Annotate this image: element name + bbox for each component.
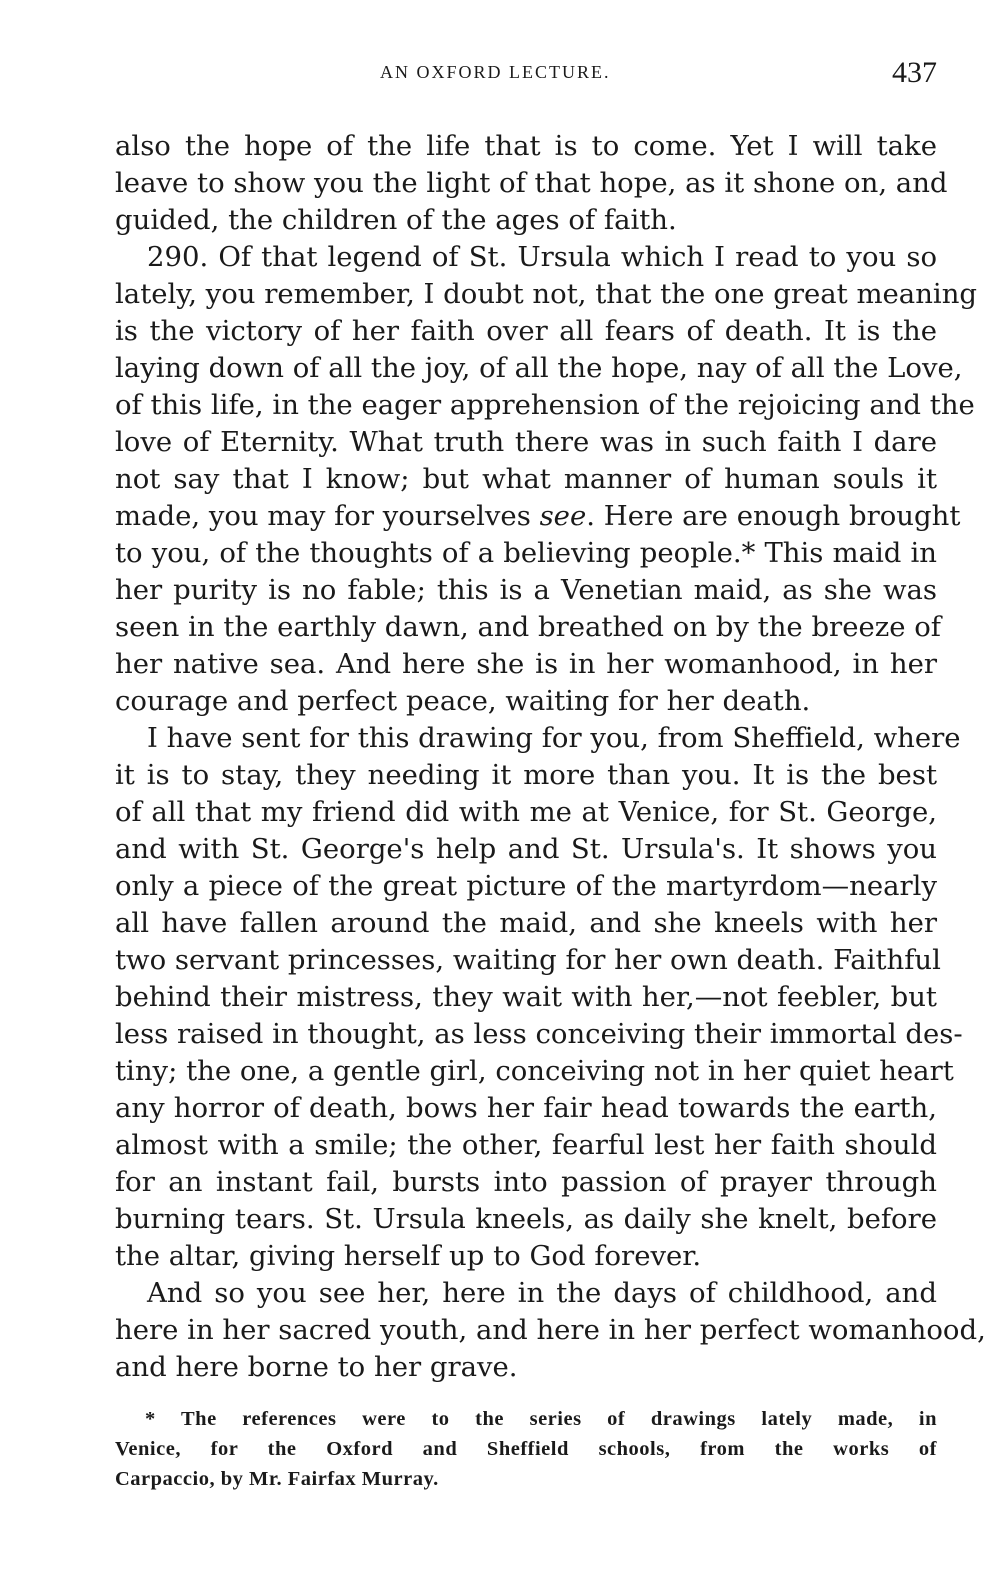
text-line: two servant princesses, waiting for her own death. Faithful [115, 944, 941, 976]
text-line: guided, the children of the ages of faith. [115, 204, 677, 236]
text-line: behind their mistress, they wait with her,—not feebler, but [115, 981, 937, 1013]
body-text [115, 128, 986, 1386]
text-line: and here borne to her grave. [115, 1351, 518, 1383]
text-line: laying down of all the joy, of all the hope, nay of all the Love, [115, 352, 963, 384]
text-line: seen in the earthly dawn, and breathed on by the breeze of [115, 611, 941, 643]
text-line: of this life, in the eager apprehension of the rejoicing and the [115, 389, 975, 421]
text-line: also the hope of the life that is to come. Yet I will take [115, 130, 937, 162]
page-number: 437 [892, 56, 937, 89]
text-line: 290. Of that legend of St. Ursula which I read to you so [147, 241, 937, 273]
text-line: to you, of the thoughts of a believing people.* This maid in [115, 537, 937, 569]
text-line: is the victory of her faith over all fears of death. It is the [115, 315, 937, 347]
text-segment: . Here are enough brought [586, 500, 961, 532]
text-line [115, 498, 961, 535]
text-line: I have sent for this drawing for you, from Sheffield, where [147, 722, 961, 754]
footnote-line: Venice, for the Oxford and Sheffield schools, from the works of [115, 1438, 937, 1460]
italic-word: see [539, 500, 587, 532]
text-line: only a piece of the great picture of the martyrdom—nearly [115, 870, 937, 902]
footnote-line: Carpaccio, by Mr. Fairfax Murray. [115, 1468, 439, 1490]
text-line: not say that I know; but what manner of human souls it [115, 463, 937, 495]
text-line: love of Eternity. What truth there was in such faith I dare [115, 426, 937, 458]
text-line: her native sea. And here she is in her womanhood, in her [115, 648, 937, 680]
text-line: here in her sacred youth, and here in her perfect womanhood, [115, 1314, 986, 1346]
footnote-line: * The references were to the series of drawings lately made, in [145, 1408, 937, 1430]
text-line: And so you see her, here in the days of childhood, and [147, 1277, 937, 1309]
text-line: courage and perfect peace, waiting for her death. [115, 685, 811, 717]
text-line: almost with a smile; the other, fearful lest her faith should [115, 1129, 937, 1161]
running-head: AN OXFORD LECTURE. [380, 62, 611, 82]
footnote [115, 1404, 937, 1494]
text-line: all have fallen around the maid, and she kneels with her [115, 907, 937, 939]
page-header [115, 56, 937, 102]
text-line: it is to stay, they needing it more than you. It is the best [115, 759, 937, 791]
text-line: any horror of death, bows her fair head towards the earth, [115, 1092, 937, 1124]
text-line: less raised in thought, as less conceiving their immortal des- [115, 1018, 963, 1050]
text-line: lately, you remember, I doubt not, that the one great meaning [115, 278, 978, 310]
text-line: and with St. George's help and St. Ursula's. It shows you [115, 833, 937, 865]
text-line: burning tears. St. Ursula kneels, as daily she knelt, before [115, 1203, 937, 1235]
text-line: of all that my friend did with me at Venice, for St. George, [115, 796, 937, 828]
text-line: tiny; the one, a gentle girl, conceiving not in her quiet heart [115, 1055, 954, 1087]
text-segment: made, you may for yourselves [115, 500, 531, 532]
text-line: for an instant fail, bursts into passion of prayer through [115, 1166, 937, 1198]
text-line: leave to show you the light of that hope, as it shone on, and [115, 167, 948, 199]
text-line: her purity is no fable; this is a Venetian maid, as she was [115, 574, 937, 606]
text-line: the altar, giving herself up to God forever. [115, 1240, 702, 1272]
